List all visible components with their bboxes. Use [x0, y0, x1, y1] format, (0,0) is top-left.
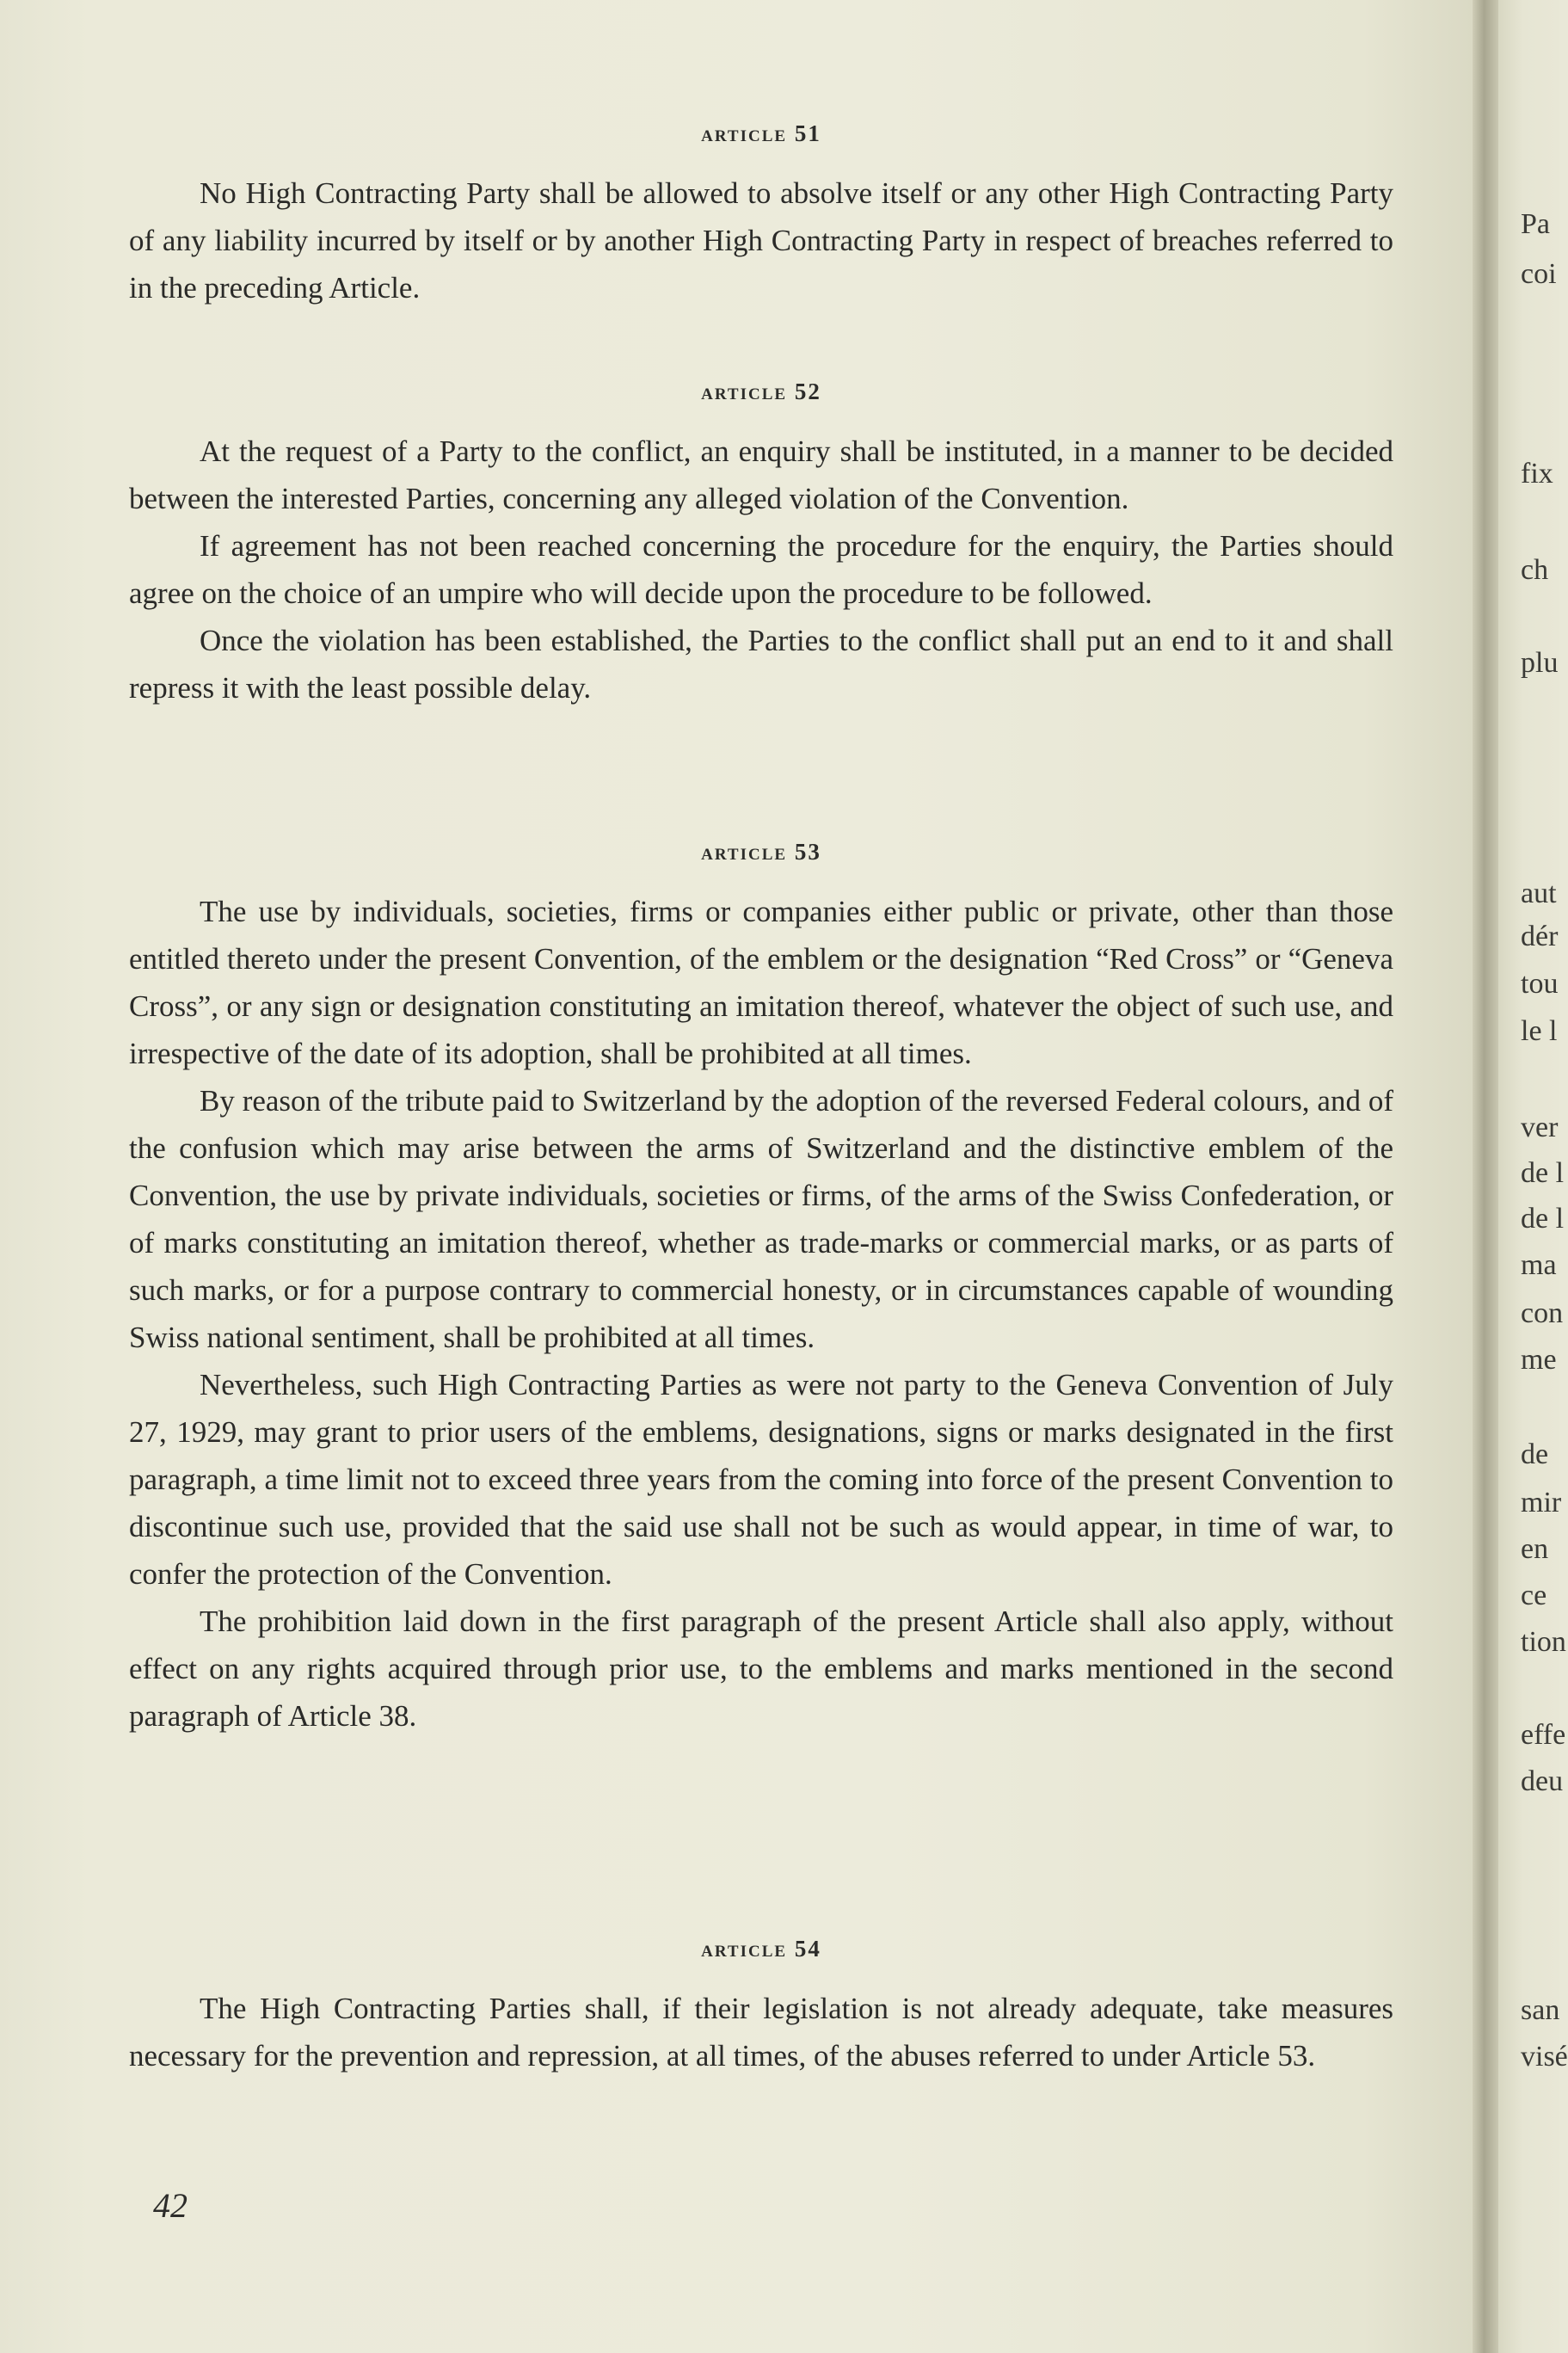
facing-page-fragment: tou: [1521, 968, 1559, 1000]
facing-page-fragment: de l: [1521, 1157, 1565, 1189]
facing-page-fragment: dér: [1521, 921, 1559, 952]
facing-page-fragment: Pa: [1521, 208, 1550, 240]
article-heading: article 51: [701, 120, 821, 146]
article-paragraph: The High Contracting Parties shall, if their legislation is not already adequate, take measures necessary for the prevention and repression, at all times, of the abuses referred to under Article 53.: [129, 1992, 1393, 2073]
facing-page-fragment: ma: [1521, 1249, 1557, 1281]
article-paragraph: No High Contracting Party shall be allowed to absolve itself or any other High Contracting Party of any liability incurred by itself or by another High Contracting Party in respect of breaches referred to in the preceding Article.: [129, 176, 1393, 305]
book-gutter: [1473, 0, 1498, 2353]
article-paragraph: By reason of the tribute paid to Switzerland by the adoption of the reversed Federal colours, and of the confusion which may arise between the arms of Switzerland and the distinctive emblem of the Convention, the use by private individuals, societies or firms, of the arms of the Swiss Confederation, or of marks constituting an imitation thereof, whether as trade-marks or commercial marks, or as parts of such marks, or for a purpose contrary to commercial honesty, or in circumstances capable of wounding Swiss national sentiment, shall be prohibited at all times.: [129, 1084, 1393, 1354]
facing-page-fragment: deu: [1521, 1765, 1564, 1797]
facing-page-edge: [1498, 0, 1568, 2353]
article-52: [129, 379, 1393, 711]
facing-page-fragment: con: [1521, 1297, 1564, 1329]
article-heading: article 52: [701, 379, 821, 404]
article-51: [129, 120, 1393, 311]
article-paragraph: If agreement has not been reached concerning the procedure for the enquiry, the Parties should agree on the choice of an umpire who will decide upon the procedure to be followed.: [129, 529, 1393, 610]
facing-page-fragment: en: [1521, 1533, 1549, 1565]
article-paragraph: The prohibition laid down in the first paragraph of the present Article shall also apply, without effect on any rights acquired through prior use, to the emblems and marks mentioned in the second paragraph of Article 38.: [129, 1605, 1393, 1733]
article-54: [129, 1936, 1393, 2079]
facing-page-fragment: visé: [1521, 2041, 1568, 2073]
facing-page-fragment: effe: [1521, 1719, 1566, 1751]
facing-page-fragment: ce: [1521, 1580, 1547, 1611]
article-heading: article 54: [701, 1936, 821, 1962]
article-paragraph: At the request of a Party to the conflict, an enquiry shall be instituted, in a manner to be decided between the interested Parties, concerning any alleged violation of the Convention.: [129, 434, 1393, 515]
article-paragraph: The use by individuals, societies, firms or companies either public or private, other than those entitled thereto under the present Convention, of the emblem or the designation “Red Cross” or “Geneva Cross”, or any sign or designation constituting an imitation thereof, whatever the object of such use, and irrespective of the date of its adoption, shall be prohibited at all times.: [129, 895, 1393, 1070]
article-paragraph: Nevertheless, such High Contracting Parties as were not party to the Geneva Convention of July 27, 1929, may grant to prior users of the emblems, designations, signs or marks designated in the first paragraph, a time limit not to exceed three years from the coming into force of the present Convention to discontinue such use, provided that the said use shall not be such as would appear, in time of war, to confer the protection of the Convention.: [129, 1368, 1393, 1591]
facing-page-fragment: ver: [1521, 1112, 1559, 1143]
facing-page-fragment: le l: [1521, 1015, 1558, 1047]
article-paragraph: Once the violation has been established, the Parties to the conflict shall put an end to it and shall repress it with the least possible delay.: [129, 624, 1393, 705]
facing-page-fragment: me: [1521, 1344, 1557, 1376]
facing-page-fragment: san: [1521, 1994, 1560, 2026]
facing-page-fragment: aut: [1521, 878, 1557, 909]
facing-page-fragment: plu: [1521, 647, 1559, 679]
article-heading: article 53: [701, 839, 821, 865]
article-53: [129, 839, 1393, 1740]
facing-page-fragment: mir: [1521, 1487, 1562, 1518]
facing-page-fragment: ch: [1521, 554, 1549, 586]
facing-page-fragment: de: [1521, 1438, 1549, 1470]
facing-page-fragment: coi: [1521, 258, 1557, 290]
facing-page-fragment: fix: [1521, 458, 1553, 490]
facing-page-fragment: tion: [1521, 1626, 1566, 1658]
facing-page-fragment: de l: [1521, 1203, 1565, 1235]
page-number: 42: [153, 2186, 188, 2225]
